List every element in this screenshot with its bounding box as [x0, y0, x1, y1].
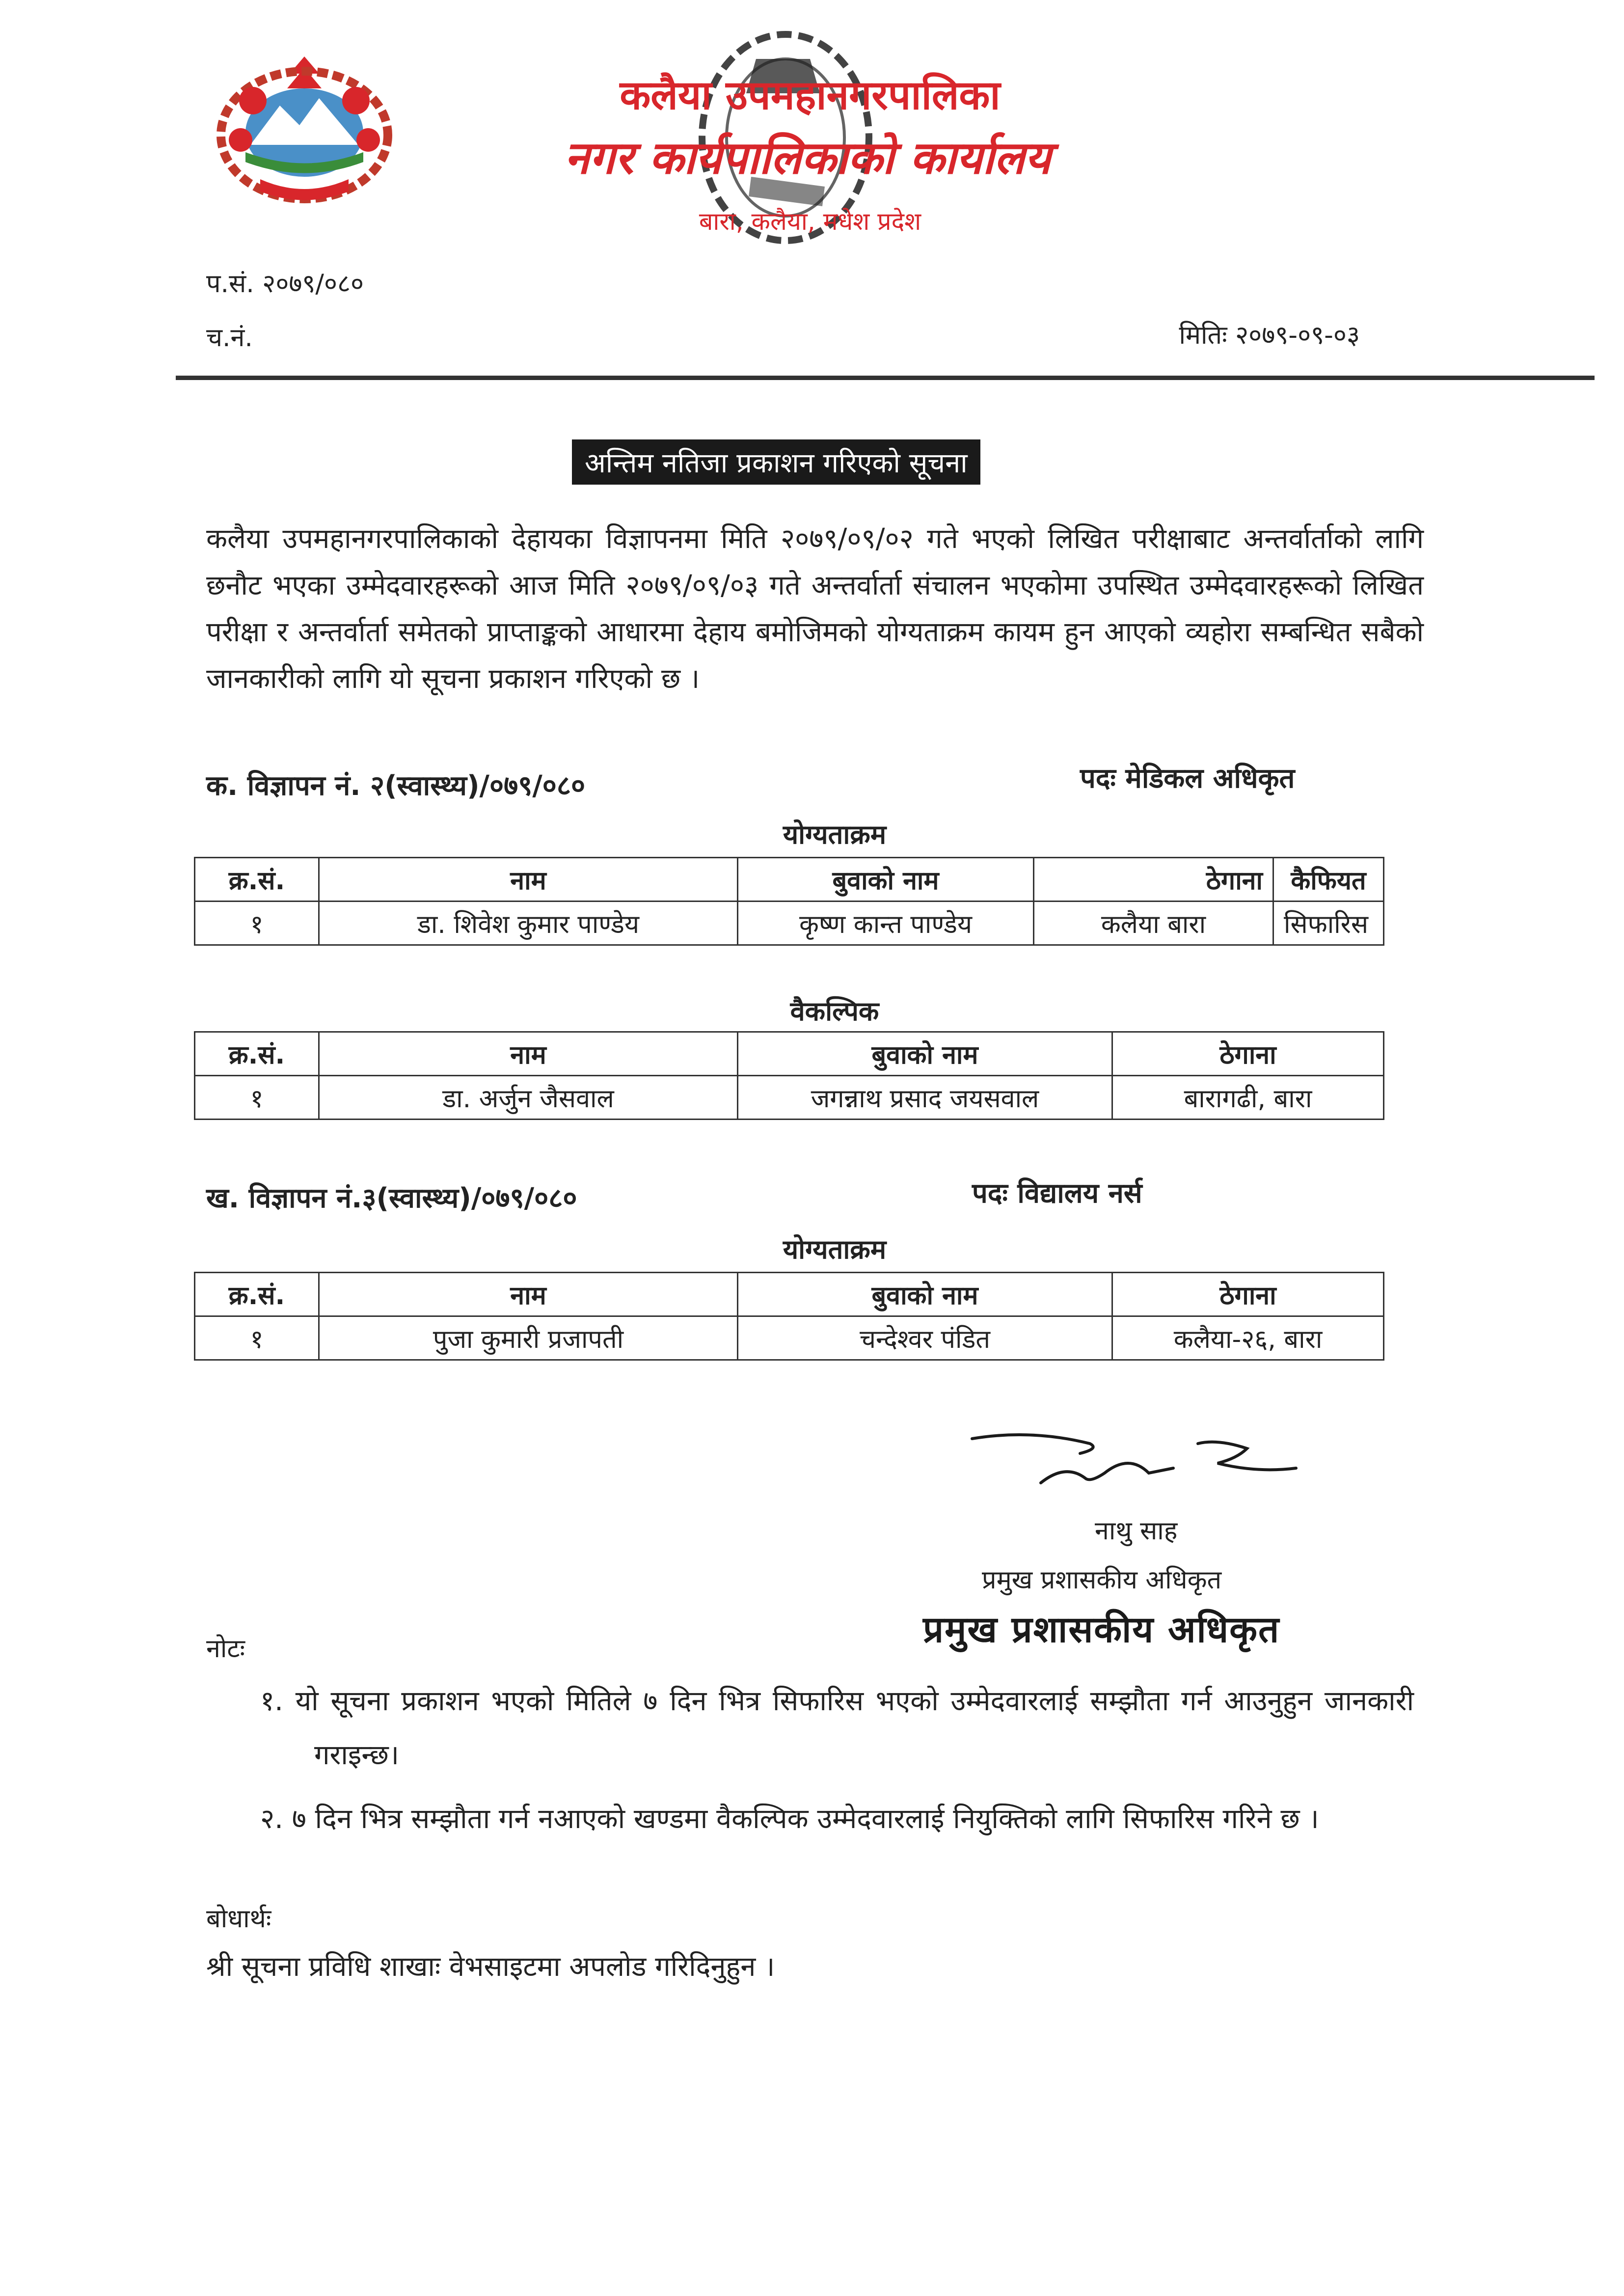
- col-remarks: कैफियत: [1273, 858, 1384, 902]
- org-name: कलैया उपमहानगरपालिका: [620, 72, 1001, 119]
- table-header-row: [195, 1032, 1384, 1076]
- cell-father-name: चन्देश्वर पंडित: [738, 1316, 1112, 1360]
- section-b-merit-caption: योग्यताक्रम: [783, 1234, 887, 1265]
- notice-body: कलैया उपमहानगरपालिकाको देहायका विज्ञापनमा मिति २०७९/०९/०२ गते भएको लिखित परीक्षाबाट अन्तर्वार्ताको लागि छनौट भएका उम्मेदवारहरूको आज मिति २०७९/०९/०३ गते अन्तर्वार्ता संचालन भएकोमा उपस्थित उम्मेदवारहरूको लिखित परीक्षा र अन्तर्वार्ता समेतको प्राप्ताङ्कको आधारमा देहाय बमोजिमको योग्यताक्रम कायम हुन आएको व्यहोरा सम्बन्धित सबैको जानकारीको लागि यो सूचना प्रकाशन गरिएको छ ।: [206, 523, 1424, 695]
- office-name: नगर कार्यपालिकाको कार्यालय: [564, 132, 1051, 184]
- signatory-name: नाथु साह: [1095, 1516, 1178, 1546]
- section-a-alternate-table: [194, 1031, 1384, 1120]
- section-b-merit-table: [194, 1272, 1384, 1361]
- col-sn: क्र.सं.: [195, 858, 319, 902]
- cell-name: डा. शिवेश कुमार पाण्डेय: [319, 902, 738, 945]
- col-father-name: बुवाको नाम: [738, 858, 1034, 902]
- table-row: [195, 902, 1384, 945]
- section-a-advert: क. विज्ञापन नं. २(स्वास्थ्य)/०७९/०८०: [206, 770, 586, 802]
- col-sn: क्र.सं.: [195, 1032, 319, 1076]
- section-a-post: पदः मेडिकल अधिकृत: [1080, 763, 1295, 794]
- col-father-name: बुवाको नाम: [738, 1273, 1112, 1316]
- cell-address: बारागढी, बारा: [1112, 1076, 1384, 1120]
- cell-sn: १: [195, 1076, 319, 1120]
- header-divider: [176, 376, 1595, 380]
- designation-stamp: प्रमुख प्रशासकीय अधिकृत: [923, 1609, 1280, 1651]
- col-father-name: बुवाको नाम: [738, 1032, 1112, 1076]
- cell-sn: १: [195, 1316, 319, 1360]
- table-row: [195, 1316, 1384, 1360]
- cell-address: कलैया बारा: [1034, 902, 1273, 945]
- municipality-emblem: [206, 47, 403, 209]
- col-name: नाम: [319, 1273, 738, 1316]
- signatory-designation: प्रमुख प्रशासकीय अधिकृत: [982, 1565, 1222, 1595]
- cell-father-name: जगन्नाथ प्रसाद जयसवाल: [738, 1076, 1112, 1120]
- col-name: नाम: [319, 1032, 738, 1076]
- section-a-merit-caption: योग्यताक्रम: [783, 819, 887, 850]
- notice-date: मितिः २०७९-०९-०३: [1179, 321, 1360, 350]
- cell-name: डा. अर्जुन जैसवाल: [319, 1076, 738, 1120]
- table-header-row: [195, 858, 1384, 902]
- notice-title: अन्तिम नतिजा प्रकाशन गरिएको सूचना: [572, 439, 980, 485]
- cell-remarks: सिफारिस: [1273, 902, 1384, 945]
- section-b-post: पदः विद्यालय नर्स: [972, 1177, 1142, 1209]
- section-a-alt-caption: वैकल्पिक: [790, 996, 879, 1027]
- col-address: ठेगाना: [1112, 1273, 1384, 1316]
- cc-text: श्री सूचना प्रविधि शाखाः वेभसाइटमा अपलोड गरिदिनुहुन ।: [206, 1951, 775, 1983]
- section-b-advert: ख. विज्ञापन नं.३(स्वास्थ्य)/०७९/०८०: [206, 1182, 577, 1214]
- cell-address: कलैया-२६, बारा: [1112, 1316, 1384, 1360]
- notes-list: [260, 1674, 1414, 1856]
- cell-sn: १: [195, 902, 319, 945]
- dispatch-number: च.नं.: [206, 323, 253, 353]
- section-a-merit-table: [194, 857, 1384, 946]
- col-address: ठेगाना: [1034, 858, 1273, 902]
- col-sn: क्र.सं.: [195, 1273, 319, 1316]
- cell-name: पुजा कुमारी प्रजापती: [319, 1316, 738, 1360]
- note-item: १. यो सूचना प्रकाशन भएको मितिले ७ दिन भित्र सिफारिस भएको उम्मेदवारलाई सम्झौता गर्न आउनुहुन जानकारी गराइन्छ।: [260, 1685, 1414, 1771]
- cc-label: बोधार्थः: [206, 1904, 271, 1934]
- table-row: [195, 1076, 1384, 1120]
- handwritten-signature: [943, 1409, 1335, 1507]
- table-header-row: [195, 1273, 1384, 1316]
- note-item: २. ७ दिन भित्र सम्झौता गर्न नआएको खण्डमा वैकल्पिक उम्मेदवारलाई नियुक्तिको लागि सिफारिस गरिने छ ।: [260, 1803, 1319, 1835]
- col-name: नाम: [319, 858, 738, 902]
- col-address: ठेगाना: [1112, 1032, 1384, 1076]
- office-address: बारा, कलैया, मधेश प्रदेश: [699, 207, 921, 236]
- reference-number: प.सं. २०७९/०८०: [206, 269, 364, 299]
- cell-father-name: कृष्ण कान्त पाण्डेय: [738, 902, 1034, 945]
- notes-label: नोटः: [206, 1634, 245, 1664]
